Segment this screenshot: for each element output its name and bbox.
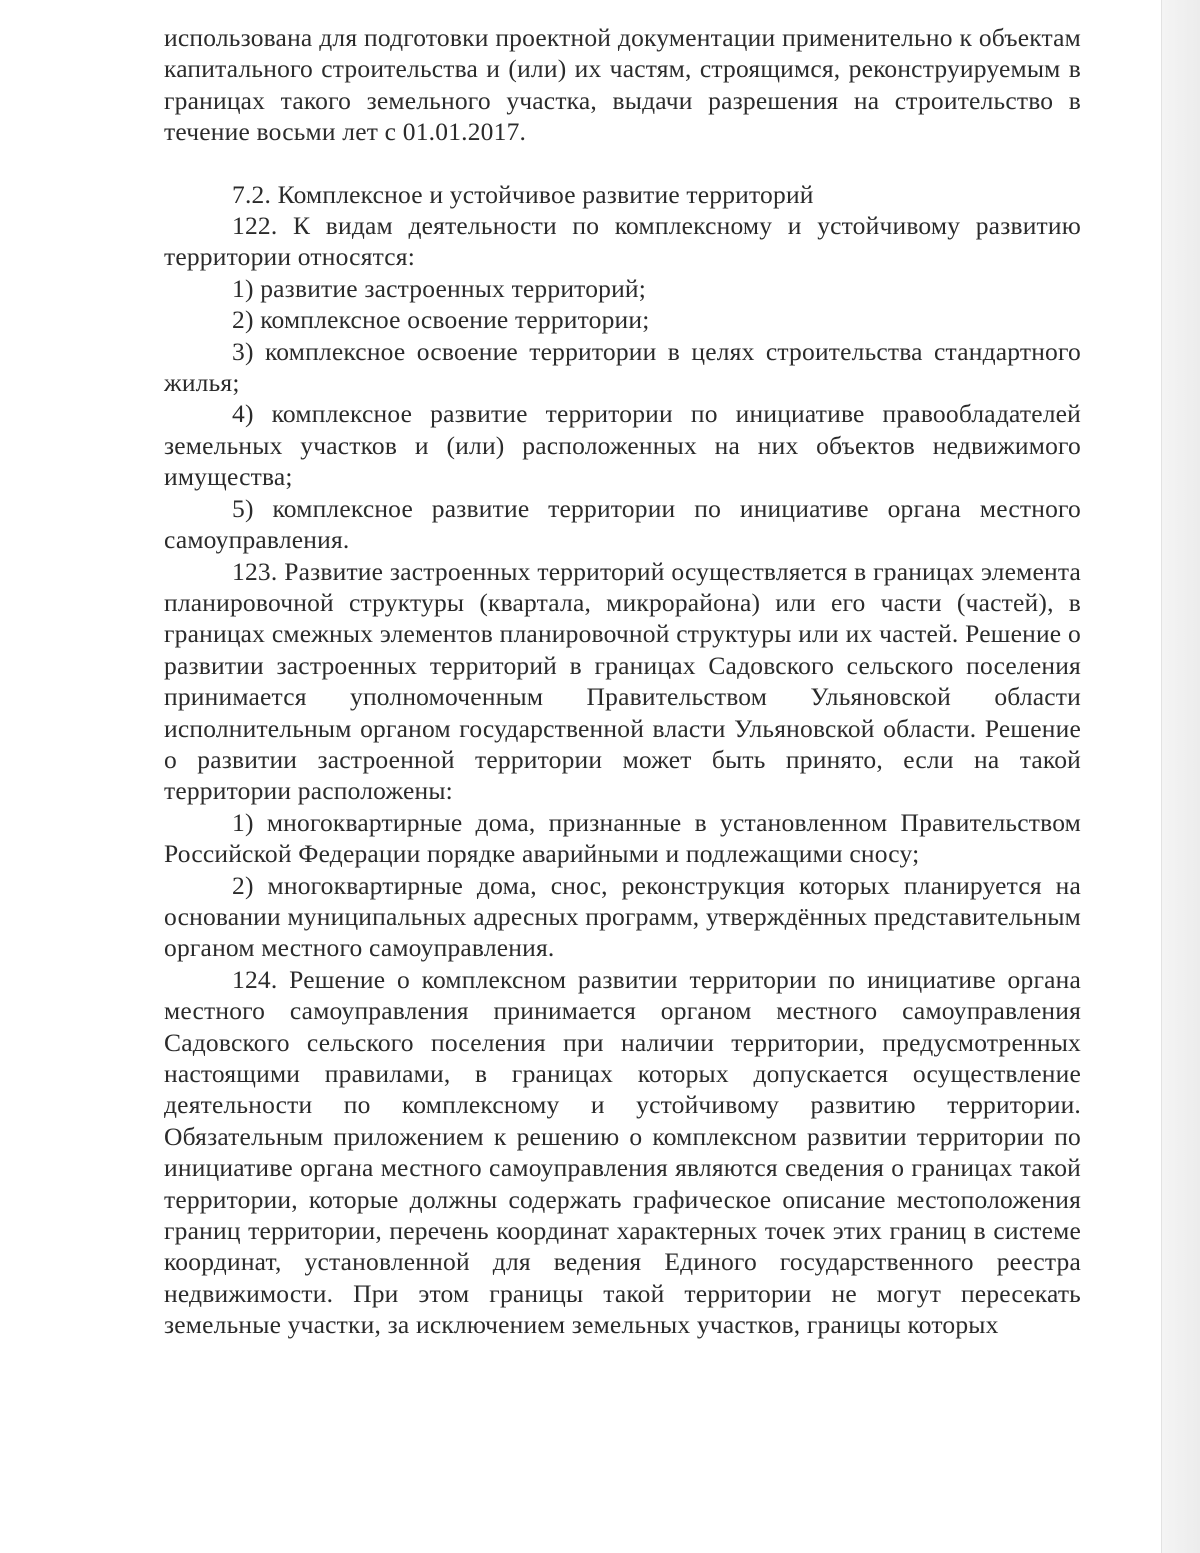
section-title: 7.2. Комплексное и устойчивое развитие территорий xyxy=(232,179,814,209)
paragraph-124: 124. Решение о комплексном развитии территории по инициативе органа местного самоуправления принимается органом местного самоуправления Садовского сельского поселения при наличии территории, предусмотренных настоящими правилами, в границах которых допускается осуществление деятельности по комплексному и устойчивому развитию территории. Обязательным приложением к решению о комплексном развитии территории по инициативе органа местного самоуправления являются сведения о границах такой территории, которые должны содержать графическое описание местоположения границ территории, перечень координат характерных точек этих границ в системе координат, установленной для ведения Единого государственного реестра недвижимости. При этом границы такой территории не могут пересекать земельные участки, за исключением земельных участков, границы которых xyxy=(164,964,1081,1340)
paragraph-123: 123. Развитие застроенных территорий осуществляется в границах элемента планировочной структуры (квартала, микрорайона) или его части (частей), в границах смежных элементов планировочной структуры или их частей. Решение о развитии застроенных территорий в границах Садовского сельского поселения принимается уполномоченным Правительством Ульяновской области исполнительным органом государственной власти Ульяновской области. Решение о развитии застроенной территории может быть принято, если на такой территории расположены: xyxy=(164,556,1081,806)
intro-paragraph: использована для подготовки проектной документации применительно к объектам капитального строительства и (или) их частям, строящимся, реконструируемым в границах такого земельного участка, выдачи разрешения на строительство в течение восьми лет с 01.01.2017. xyxy=(164,23,1081,147)
list-item: 2) комплексное освоение территории; xyxy=(232,305,650,335)
scan-edge xyxy=(1161,0,1200,1553)
list-item: 5) комплексное развитие территории по инициативе органа местного самоуправления. xyxy=(164,493,1081,555)
list-item: 4) комплексное развитие территории по инициативе правообладателей земельных участков и (или) расположенных на них объектов недвижимого имущества; xyxy=(164,399,1081,492)
list-item: 1) многоквартирные дома, признанные в установленном Правительством Российской Федерации порядке аварийными и подлежащими сносу; xyxy=(164,807,1081,869)
document-body xyxy=(164,22,1081,1341)
paragraph-122: 122. К видам деятельности по комплексному и устойчивому развитию территории относятся: xyxy=(164,211,1081,272)
list-item: 1) развитие застроенных территорий; xyxy=(232,273,647,303)
list-item: 2) многоквартирные дома, снос, реконструкция которых планируется на основании муниципальных адресных программ, утверждённых представительным органом местного самоуправления. xyxy=(164,870,1081,963)
list-item: 3) комплексное освоение территории в целях строительства стандартного жилья; xyxy=(164,336,1081,398)
